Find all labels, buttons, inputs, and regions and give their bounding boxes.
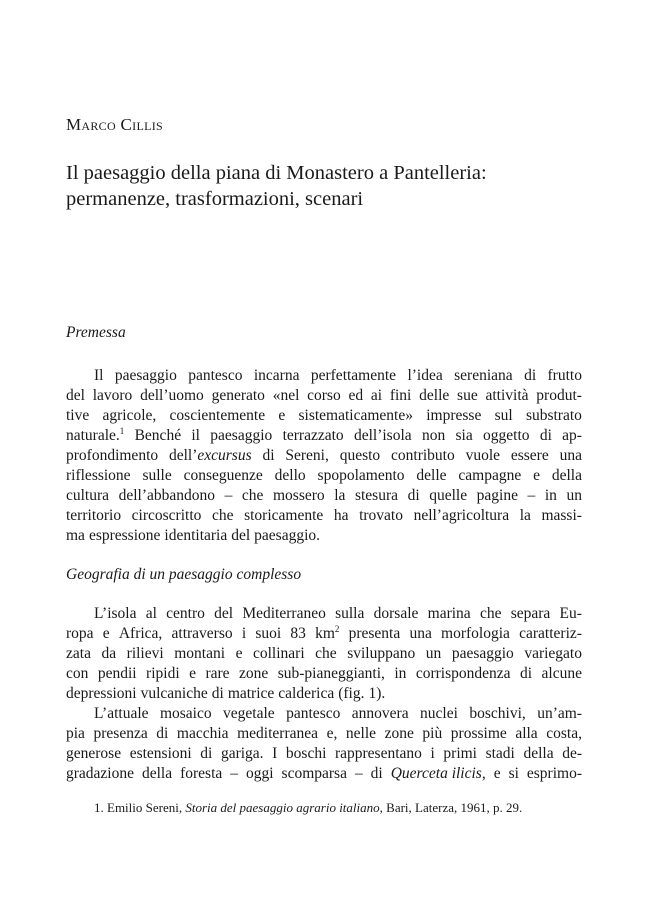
word: pagine [476, 487, 518, 504]
word: Benché [134, 427, 182, 444]
word: ma [66, 527, 85, 544]
word: ap- [562, 427, 582, 444]
word: montani [174, 645, 226, 662]
word: di [156, 725, 169, 742]
word: pia [66, 725, 85, 742]
word: del [214, 605, 234, 622]
word: prossime [450, 725, 507, 742]
word: della [551, 467, 582, 484]
word: primi [443, 745, 477, 762]
word: dello [274, 467, 306, 484]
word: corrispondenza [415, 665, 511, 682]
word: «nel [272, 387, 300, 404]
word: di [407, 487, 420, 504]
word: ai [370, 387, 383, 404]
text-line [66, 644, 582, 664]
word: riflessione [66, 467, 131, 484]
word: non [421, 427, 446, 444]
word: boschivi, [469, 705, 526, 722]
word: una [559, 447, 582, 464]
word: presenta [348, 625, 401, 642]
word: di [200, 745, 213, 762]
word: sulla [335, 605, 365, 622]
word: paesaggio [451, 645, 514, 662]
word: pantesco [188, 367, 243, 384]
text-line [66, 724, 582, 744]
word: Africa, [118, 625, 163, 642]
word: rare [205, 665, 230, 682]
text-line [66, 526, 582, 546]
word: vegetale [223, 705, 275, 722]
text-line [66, 386, 582, 406]
word: pantesco [286, 705, 341, 722]
word: delle [419, 387, 450, 404]
word: de- [562, 745, 582, 762]
text-line [66, 704, 582, 724]
word: sub-pianeggianti, [277, 665, 385, 682]
word: matrice [227, 685, 275, 702]
word: oggetto [483, 427, 530, 444]
word: mediterranea [237, 725, 318, 742]
footnote-author: Emilio Sereni, [107, 800, 183, 815]
word: rilievi [126, 645, 164, 662]
word: – [354, 765, 363, 782]
word: e [189, 665, 196, 682]
word: suoi [255, 625, 282, 642]
word: pendii [97, 665, 137, 682]
word: del [66, 387, 85, 404]
word: sviluppano [347, 645, 416, 662]
word: i [241, 625, 247, 642]
word: nuclei [420, 705, 458, 722]
word: stadi [485, 745, 515, 762]
word: un [425, 645, 442, 662]
text-line [66, 466, 582, 486]
text-line [66, 624, 582, 644]
word: profondimento [66, 447, 159, 464]
word: tive [66, 407, 90, 424]
word: morfologia [441, 625, 510, 642]
text-line [66, 664, 582, 684]
word: Sereni, [285, 447, 329, 464]
word: Il [94, 367, 104, 384]
word: mossero [272, 487, 325, 504]
word: ha [333, 507, 349, 524]
word: circoscritto [131, 507, 202, 524]
word: storicamente [244, 507, 324, 524]
word: – [527, 487, 536, 504]
word: presenza [93, 725, 148, 742]
word: oggi [245, 765, 274, 782]
word: sul [494, 407, 513, 424]
word: dell’abbandono [118, 487, 216, 504]
word: corso [307, 387, 341, 404]
word: – [224, 487, 233, 504]
word: la [519, 507, 531, 524]
word: alcune [541, 665, 582, 682]
word: e [102, 625, 110, 642]
italic-term: Querceta ilicis, [390, 765, 486, 782]
author-name: Marco Cillis [66, 115, 163, 134]
word: scomparsa [281, 765, 347, 782]
word: nell’agricoltura [413, 507, 510, 524]
word: stesura [354, 487, 399, 504]
text-line [66, 506, 582, 526]
word: di [539, 427, 552, 444]
word: questo [339, 447, 381, 464]
word: naturale.$^1$ [66, 425, 125, 444]
title-line: permanenze, trasformazioni, scenari [66, 188, 364, 210]
word: Eu- [559, 605, 582, 622]
text-line [66, 486, 582, 506]
word: marina [427, 605, 471, 622]
word: e [493, 765, 501, 782]
word: dorsale [373, 605, 419, 622]
word: rappresentano [334, 745, 422, 762]
word: da [101, 645, 117, 662]
word: cultura [66, 487, 110, 504]
word: espressione [88, 527, 161, 544]
word: trovato [359, 507, 403, 524]
word: delle [416, 467, 447, 484]
word: sereniana [454, 367, 513, 384]
word: essere [510, 447, 549, 464]
word: terrazzato [282, 427, 344, 444]
word: di [211, 685, 224, 702]
text-line [66, 446, 582, 466]
word: L’isola [94, 605, 137, 622]
section-heading-premessa: Premessa [66, 324, 126, 341]
word: substrato [525, 407, 582, 424]
word: macchia [176, 725, 229, 742]
text-line [66, 604, 582, 624]
word: 83 [290, 625, 306, 642]
word: territorio [66, 507, 122, 524]
word: sue [457, 387, 478, 404]
word: dell’excursus [168, 447, 252, 464]
footnote [94, 800, 522, 816]
word: di [524, 367, 537, 384]
word: in [544, 487, 557, 504]
footnote-ref: 1 [119, 425, 125, 436]
word: di [262, 447, 275, 464]
word: sulle [142, 467, 172, 484]
word: gradazione [66, 765, 134, 782]
word: I [272, 745, 278, 762]
word: campagne [458, 467, 522, 484]
word: che [315, 645, 337, 662]
text-line [66, 366, 582, 386]
word: generose [66, 745, 122, 762]
word: sistematicamente» [298, 407, 413, 424]
word: perfettamente [310, 367, 397, 384]
word: della [141, 765, 173, 782]
text-line [66, 684, 582, 704]
section-heading-geografia: Geografia di un paesaggio complesso [66, 566, 302, 583]
text-line [66, 406, 582, 426]
italic-term: excursus [197, 447, 252, 464]
word: paesaggio [210, 427, 273, 444]
word: nelle [345, 725, 377, 742]
word: e, [326, 725, 338, 742]
word: ripidi [146, 665, 180, 682]
word: Mediterraneo [242, 605, 326, 622]
word: incarna [253, 367, 300, 384]
word: zone [238, 665, 269, 682]
word: dell’isola [353, 427, 412, 444]
paragraph-premessa [66, 366, 582, 546]
word: L’attuale [94, 705, 149, 722]
word: zata [66, 645, 91, 662]
word: estensioni [129, 745, 192, 762]
word: si [508, 765, 519, 782]
article-title [66, 160, 586, 212]
word: massi- [541, 507, 582, 524]
word: ed [348, 387, 364, 404]
word: costa, [546, 725, 582, 742]
word: una [409, 625, 432, 642]
word: conseguenze [183, 467, 263, 484]
word: e [278, 407, 286, 424]
word: impresse [426, 407, 482, 424]
word: al [145, 605, 157, 622]
word: vulcaniche [140, 685, 208, 702]
word: la [334, 487, 346, 504]
word: e [235, 645, 243, 662]
word [391, 764, 486, 784]
text-line [66, 426, 582, 446]
word: con [66, 665, 89, 682]
word: generato [211, 387, 265, 404]
word: della [523, 745, 554, 762]
word: frutto [547, 367, 582, 384]
word: caratteriz- [519, 625, 582, 642]
word: (fig. [338, 685, 365, 702]
word: boschi [285, 745, 327, 762]
word: l’idea [407, 367, 443, 384]
word: variegato [524, 645, 582, 662]
word: lavoro [92, 387, 133, 404]
word: del [231, 527, 251, 544]
word: paesaggio [114, 367, 177, 384]
footnote-number: 1. [94, 800, 104, 815]
word: vuole [465, 447, 501, 464]
paragraph-geografia [66, 604, 582, 784]
word: spopolamento [317, 467, 405, 484]
word: i [430, 745, 435, 762]
word: $km^2$ [315, 623, 340, 642]
word: – [230, 765, 238, 782]
title-line: Il paesaggio della piana di Monastero a Pantelleria: [66, 162, 487, 184]
word: un [566, 487, 582, 504]
word: ropa [66, 625, 94, 642]
word: attraverso [171, 625, 233, 642]
word: agricole, [102, 407, 157, 424]
word: il [191, 427, 200, 444]
text-line [66, 744, 582, 764]
superscript: 2 [334, 623, 340, 634]
word: depressioni [66, 685, 137, 702]
word: fini [389, 387, 412, 404]
word: identitaria [164, 527, 228, 544]
word: calderica [278, 685, 335, 702]
word: centro [166, 605, 205, 622]
word: coscientemente [169, 407, 266, 424]
word: di [520, 665, 533, 682]
word: un’am- [537, 705, 582, 722]
word: zone [384, 725, 414, 742]
text-line [66, 764, 582, 784]
word: attività [485, 387, 529, 404]
word: e [533, 467, 540, 484]
word: di [370, 765, 383, 782]
word: mosaico [159, 705, 212, 722]
word: paesaggio. [254, 527, 321, 544]
word: che [479, 605, 502, 622]
word: esprimo- [526, 765, 582, 782]
word: collinari [252, 645, 305, 662]
word: sia [455, 427, 473, 444]
word: più [422, 725, 443, 742]
word: in [394, 665, 407, 682]
word: 1). [368, 685, 386, 702]
word: foresta [180, 765, 223, 782]
footnote-book-title: Storia del paesaggio agrario italiano [185, 800, 380, 815]
word: contributo [391, 447, 455, 464]
word: gariga. [220, 745, 264, 762]
word: produt- [536, 387, 582, 404]
word: dell’uomo [140, 387, 204, 404]
footnote-publication: , Bari, Laterza, 1961, p. 29. [379, 800, 523, 815]
word: separa [510, 605, 551, 622]
word: che [211, 507, 234, 524]
word: annovera [351, 705, 409, 722]
word: alla [515, 725, 538, 742]
word: che [241, 487, 264, 504]
word: quelle [429, 487, 468, 504]
